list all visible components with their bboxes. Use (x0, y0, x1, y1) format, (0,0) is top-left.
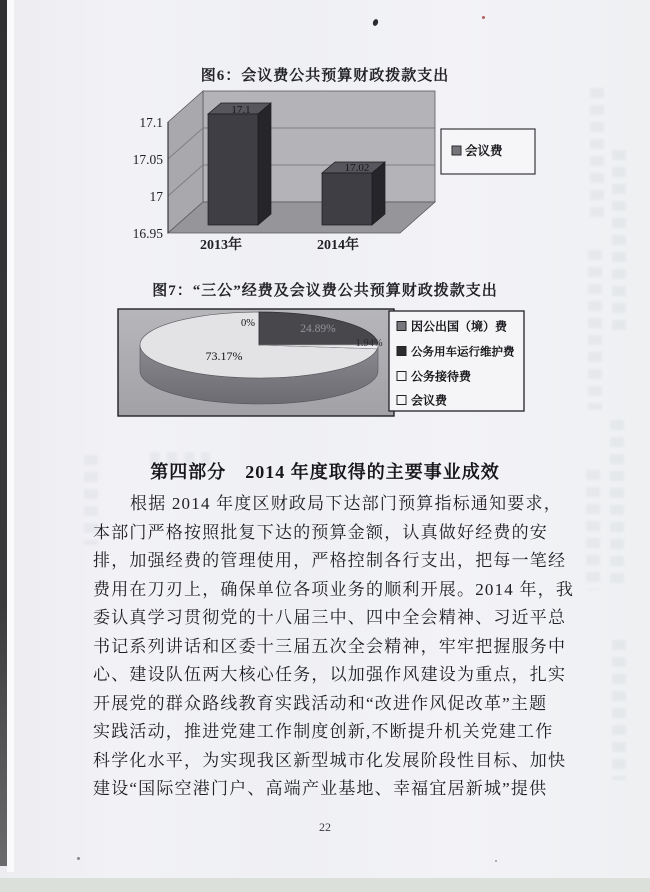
chart7-legend-label-conference: 会议费 (411, 393, 448, 408)
body-line: 本部门严格按照批复下达的预算金额，认真做好经费的安 (93, 522, 548, 542)
body-line: 实践活动，推进党建工作制度创新,不断提升机关党建工作 (93, 722, 554, 741)
chart7-label-conference: 1.94% (355, 338, 383, 349)
scan-speck (495, 860, 497, 862)
bleed-through (588, 250, 602, 410)
chart7-label-reception: 73.17% (205, 349, 243, 363)
chart6-xlabel-2014: 2014年 (317, 238, 359, 253)
chart6-ytick-17: 17 (149, 189, 163, 204)
body-line: 根据 2014 年度区财政局下达部门预算指标通知要求， (130, 494, 562, 513)
chart7-title: 图7：“三公”经费及会议费公共预算财政拨款支出 (152, 283, 498, 299)
chart7-label-abroad: 0% (241, 318, 255, 329)
scan-speck (77, 857, 80, 860)
scan-speck-red (482, 16, 485, 19)
bleed-through (612, 150, 626, 330)
chart7-legend-marker-abroad (397, 322, 406, 331)
body-line: 心、建设队伍两大核心任务，以加强作风建设为重点，扎实 (93, 665, 567, 684)
chart6-ytick-17.1: 17.1 (139, 115, 163, 130)
chart6-bar-chart (115, 86, 555, 258)
scan-speck (372, 18, 379, 26)
page-number: 22 (319, 820, 331, 834)
chart7-legend-label-reception: 公务接待费 (411, 369, 472, 384)
chart7-label-vehicle: 24.89% (300, 323, 336, 335)
bleed-through (590, 88, 604, 218)
bleed-through (586, 470, 600, 590)
body-line: 科学化水平，为实现我区新型城市化发展阶段性目标、加快 (93, 750, 567, 770)
chart6-bar-2013-value: 17.1 (231, 104, 251, 116)
chart6-bar-2014-value: 17.02 (344, 162, 370, 174)
chart6-ytick-17.05: 17.05 (132, 152, 163, 167)
body-paragraph (93, 490, 575, 804)
body-line: 排，加强经费的管理使用，严格控制各行支出，把每一笔经 (93, 551, 567, 570)
body-line: 委认真学习贯彻党的十八届三中、四中全会精神、习近平总 (93, 608, 567, 627)
chart7-legend-marker-conference (397, 396, 406, 405)
scan-edge-left (0, 0, 7, 866)
scan-edge-bottom (0, 878, 650, 892)
chart7-legend-marker-reception (397, 372, 406, 381)
body-line: 开展党的群众路线教育实践活动和“改进作风促改革”主题 (93, 693, 548, 713)
chart7-legend-label-vehicle: 公务用车运行维护费 (411, 346, 515, 359)
chart7-legend-marker-vehicle (397, 347, 406, 356)
bleed-through (610, 420, 624, 590)
chart7-pie-chart (115, 305, 535, 423)
section-heading: 第四部分 2014 年度取得的主要事业成效 (150, 462, 500, 482)
chart6-xlabel-2013: 2013年 (200, 238, 242, 253)
bleed-through (612, 640, 626, 780)
chart6-legend-marker-conference (452, 146, 461, 155)
chart6-legend (441, 129, 535, 174)
chart6-ytick-16.95: 16.95 (132, 226, 163, 241)
chart7-legend (389, 311, 524, 411)
chart7-legend-label-abroad: 因公出国（境）费 (411, 319, 508, 334)
chart6-title: 图6：会议费公共预算财政拨款支出 (200, 68, 450, 84)
scan-edge-left-highlight (7, 0, 14, 872)
chart6-bar-2014 (322, 162, 385, 225)
body-line: 费用在刀刃上，确保单位各项业务的顺利开展。2014 年，我 (93, 579, 575, 599)
body-line: 建设“国际空港门户、高端产业基地、幸福宜居新城”提供 (93, 779, 548, 798)
body-line: 书记系列讲话和区委十三届五次全会精神，牢牢把握服务中 (93, 636, 567, 656)
chart6-legend-label-conference: 会议费 (465, 144, 503, 158)
chart6-bar-2013 (208, 103, 271, 225)
